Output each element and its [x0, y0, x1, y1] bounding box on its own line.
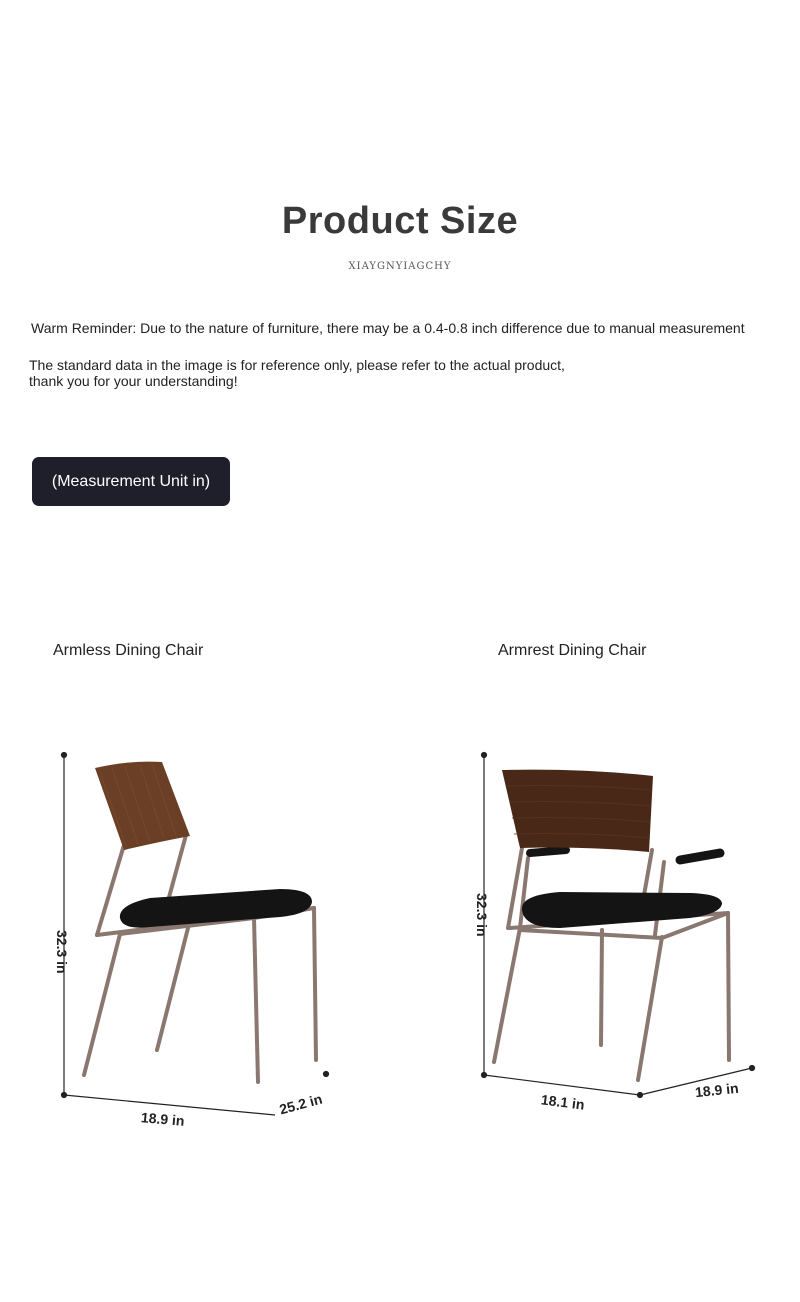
reference-note-line-2: thank you for your understanding! — [29, 373, 238, 389]
armrest-chair-illustration — [400, 740, 800, 1160]
armrest-depth-dimension: 18.9 in — [694, 1079, 740, 1101]
armrest-backrest — [502, 770, 653, 852]
armless-width-dimension: 18.9 in — [140, 1109, 186, 1129]
armless-seat-cushion — [120, 889, 312, 928]
page-title: Product Size — [281, 200, 519, 242]
armrest-left — [530, 850, 566, 853]
page-subtitle: XIAYGNYIAGCHY — [348, 261, 452, 272]
armrest-seat-cushion — [522, 892, 722, 928]
armless-depth-dimension: 25.2 in — [277, 1090, 324, 1118]
warm-reminder-text: Warm Reminder: Due to the nature of furniture, there may be a 0.4-0.8 inch difference due to manual measurement — [31, 320, 745, 336]
measurement-unit-badge: (Measurement Unit in) — [32, 457, 230, 506]
armrest-height-dimension: 32.3 in — [474, 893, 490, 937]
armrest-chair-label: Armrest Dining Chair — [498, 642, 647, 659]
armless-height-dimension: 32.3 in — [54, 930, 70, 974]
armless-chair-label: Armless Dining Chair — [53, 642, 204, 659]
reference-note — [29, 357, 565, 389]
armless-backrest — [95, 762, 190, 850]
armrest-width-dimension: 18.1 in — [540, 1091, 586, 1113]
armrest-right — [680, 853, 720, 860]
reference-note-line-1: The standard data in the image is for reference only, please refer to the actual product, — [29, 357, 565, 373]
